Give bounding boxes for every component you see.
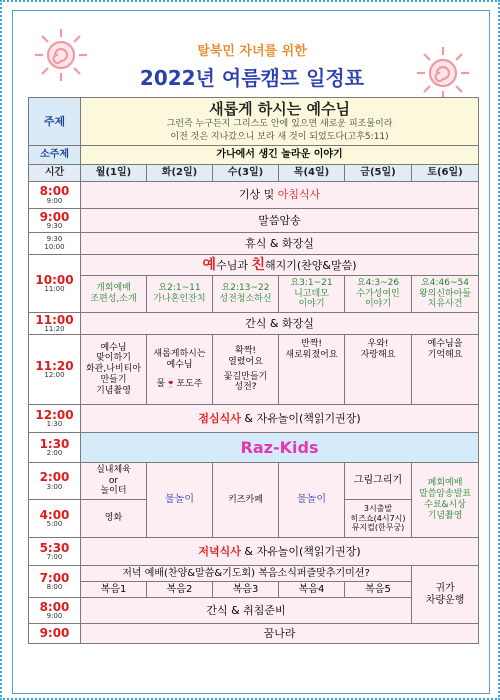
cell-line: 니고데모 <box>294 288 329 299</box>
time-end: 7:00 <box>46 553 63 562</box>
row-dinner <box>29 538 479 566</box>
cell-line: 3시출발 <box>363 504 393 514</box>
go-home-cell <box>412 566 479 624</box>
activity-mon <box>81 335 147 405</box>
friends-text-d: 해지기(찬양&말씀) <box>264 258 357 272</box>
cell-line: 차량운행 <box>425 594 465 606</box>
devotion-cell: 말씀암송 <box>81 209 479 233</box>
cell-line: 놀이터 <box>100 486 127 497</box>
pm-mon-top <box>81 463 147 500</box>
time-end: 11:20 <box>44 325 65 334</box>
row-break1 <box>29 233 479 255</box>
time-start: 10:00 <box>35 272 74 287</box>
time-end: 2:00 <box>46 449 63 458</box>
gospel-thu: 복음4 <box>279 582 345 598</box>
lunch-text: 점심식사 <box>198 411 241 425</box>
dinner-text: 저녁식사 <box>198 544 241 558</box>
cell-line: 요2:13~22 <box>221 283 270 294</box>
time-cell <box>29 255 81 313</box>
cell-line: or <box>108 475 119 486</box>
cell-line: 예수님을 <box>427 339 463 349</box>
activity-thu <box>279 335 345 405</box>
friends-mon <box>81 276 147 313</box>
time-end: 3:00 <box>46 482 63 491</box>
activity-wed <box>213 335 279 405</box>
row-friends-title <box>29 255 479 276</box>
schedule-table <box>28 97 479 644</box>
cell-line: 예수님 <box>166 360 193 371</box>
day-header-fri: 금(5일) <box>345 165 412 182</box>
pm-sat <box>412 463 479 538</box>
cell-line: 기억해요 <box>427 349 463 360</box>
row-evening <box>29 566 479 582</box>
time-start: 9:30 <box>46 235 63 244</box>
time-start: 11:00 <box>35 312 74 327</box>
theme-title: 새롭게 하시는 예수님 <box>209 100 350 119</box>
pm-fri-bottom <box>345 500 412 538</box>
activity-sat <box>412 335 479 405</box>
time-cell <box>29 209 81 233</box>
time-end: 9:00 <box>46 612 63 621</box>
time-end: 10:00 <box>44 242 65 251</box>
time-cell <box>29 463 81 500</box>
row-friends-days <box>29 276 479 313</box>
lunch-cell <box>81 405 479 433</box>
breakfast-text: 아침식사 <box>277 188 321 202</box>
row-snack <box>29 313 479 335</box>
time-cell <box>29 335 81 405</box>
time-start: 9:00 <box>39 626 70 641</box>
row-gospel <box>29 582 479 598</box>
cell-line: 치유사건 <box>427 299 463 310</box>
day-header-sat: 토(6일) <box>412 165 479 182</box>
cell-line: 꽃길만들기 <box>223 371 268 382</box>
row-pm-a <box>29 463 479 500</box>
subtheme-row <box>29 146 479 165</box>
theme-cell <box>81 98 479 146</box>
cell-line: 개회예배 <box>96 283 131 294</box>
cell-line: 자랑해요 <box>360 349 396 360</box>
dinner-cell <box>81 538 479 566</box>
cell-line: 맞이하기 <box>96 353 131 364</box>
wake-cell <box>81 182 479 209</box>
header-row <box>29 165 479 182</box>
friends-text-c: 친 <box>251 256 265 273</box>
day-header-tue: 화(2일) <box>147 165 213 182</box>
time-end: 9:00 <box>46 196 63 205</box>
time-cell <box>29 313 81 335</box>
evening-cell: 저녁 예배(찬양&말씀&기도회) 복음소식퍼즐맞추기미션? <box>81 566 412 582</box>
time-cell <box>29 233 81 255</box>
cell-line: 요4:46~54 <box>421 277 469 288</box>
row-lunch <box>29 405 479 433</box>
theme-verse-line1: 그런즉 누구든지 그리스도 안에 있으면 새로운 피조물이라 <box>166 119 393 130</box>
time-start: 11:20 <box>35 358 74 373</box>
day-header-mon: 월(1일) <box>81 165 147 182</box>
time-cell <box>29 598 81 624</box>
row-wake <box>29 182 479 209</box>
cell-line: 조편성,소개 <box>90 294 137 304</box>
time-cell <box>29 538 81 566</box>
time-start: 12:00 <box>35 407 74 422</box>
cell-line: 수료&시상 <box>424 500 466 510</box>
friends-wed <box>213 276 279 313</box>
page-subtitle: 탈북민 자녀를 위한 <box>197 44 307 59</box>
cell-line: 폐회예배 <box>427 478 463 489</box>
time-end: 8:00 <box>46 583 63 592</box>
time-cell <box>29 433 81 463</box>
sleep-cell: 꿈나라 <box>81 624 479 644</box>
cell-line: 열렸어요 <box>228 356 263 367</box>
row-devotion <box>29 209 479 233</box>
time-cell <box>29 624 81 644</box>
cell-line: 성전청소하신 <box>219 294 272 304</box>
page-title: 2022년 여름캠프 일정표 <box>139 66 365 90</box>
time-end: 9:30 <box>46 222 63 231</box>
cell-line: 새롭게하시는 <box>153 349 206 360</box>
pm-wed: 키즈카페 <box>213 463 279 538</box>
cell-line: 예수님 <box>100 342 127 353</box>
cell-line: 실내체육 <box>96 464 131 475</box>
cell-line: 만들기 <box>100 374 127 385</box>
wake-text: 기상 및 <box>238 188 278 202</box>
row-activity <box>29 335 479 405</box>
row-sleep <box>29 624 479 644</box>
friends-tue <box>147 276 213 313</box>
row-snack-pm <box>29 598 479 624</box>
friends-title-cell <box>81 255 479 276</box>
time-start: 8:00 <box>39 184 70 199</box>
time-end: 11:00 <box>44 285 65 294</box>
gospel-mon: 복음1 <box>81 582 147 598</box>
cell-line: 화관,나비티아 <box>85 364 142 375</box>
friends-text-b: 수님과 <box>216 258 252 272</box>
friends-thu <box>279 276 345 313</box>
cell-line: 기념촬영 <box>427 510 463 521</box>
cell-line: 가나혼인잔치 <box>153 294 206 304</box>
friends-fri <box>345 276 412 313</box>
pm-thu: 물놀이 <box>279 463 345 538</box>
gospel-tue: 복음2 <box>147 582 213 598</box>
theme-label: 주제 <box>29 98 81 146</box>
gospel-wed: 복음3 <box>213 582 279 598</box>
time-end: 1:30 <box>46 420 63 429</box>
cell-line: 이야기 <box>298 299 325 310</box>
cell-line: 이야기 <box>364 299 392 310</box>
subtheme-label: 소주제 <box>29 146 81 165</box>
free-play-text: & 자유놀이(책읽기권장) <box>240 544 361 558</box>
time-start: 1:30 <box>39 436 70 451</box>
gospel-fri: 복음5 <box>345 582 412 598</box>
time-start: 7:00 <box>39 570 70 585</box>
snack-pm-cell: 간식 & 취침준비 <box>81 598 412 624</box>
time-start: 9:00 <box>39 209 70 224</box>
cell-line: 왕의신하아들 <box>418 288 472 299</box>
time-start: 4:00 <box>39 507 70 522</box>
time-cell <box>29 566 81 598</box>
time-cell <box>29 500 81 538</box>
day-header-wed: 수(3일) <box>213 165 279 182</box>
cell-line: 물🍷포도주 <box>156 378 203 389</box>
time-end: 12:00 <box>44 371 65 380</box>
cell-line: 성전? <box>234 382 257 393</box>
time-start: 5:30 <box>39 540 70 555</box>
pm-fri-top: 그림그리기 <box>345 463 412 500</box>
free-play-text: & 자유놀이(책읽기권장) <box>240 411 361 425</box>
cell-line: 확짝! <box>235 345 256 356</box>
break-cell: 휴식 & 화장실 <box>81 233 479 255</box>
time-start: 2:00 <box>39 470 70 485</box>
cell-line: 히즈쇼(4시7시) <box>350 513 406 523</box>
theme-verse-line2: 이전 것은 지나갔으니 보라 새 것이 되었도다(고후5:11) <box>170 131 389 142</box>
cell-line: 요2:1~11 <box>158 283 201 294</box>
pm-mon-bottom: 영화 <box>81 500 147 538</box>
cell-line: 반짝! <box>301 339 322 349</box>
activity-tue <box>147 335 213 405</box>
cell-line: 말씀암송발표 <box>418 489 472 500</box>
time-header: 시간 <box>29 165 81 182</box>
day-header-thu: 목(4일) <box>279 165 345 182</box>
time-cell <box>29 182 81 209</box>
pm-tue: 물놀이 <box>147 463 213 538</box>
subtheme-text: 가나에서 생긴 놀라운 이야기 <box>81 146 479 165</box>
friends-text-a: 예 <box>202 256 217 273</box>
cell-line: 요3:1~21 <box>290 277 333 288</box>
cell-line: 우와! <box>367 339 389 349</box>
cell-line: 뮤지컬(한무궁) <box>351 523 405 533</box>
cell-line: 요4:3~26 <box>356 277 400 288</box>
cell-line: 기념촬영 <box>96 385 131 396</box>
friends-sat <box>412 276 479 313</box>
snack-cell: 간식 & 화장실 <box>81 313 479 335</box>
cell-line: 새로워졌어요 <box>285 349 338 360</box>
row-razkids <box>29 433 479 463</box>
theme-row <box>29 98 479 146</box>
activity-fri <box>345 335 412 405</box>
cell-line: 수가성여인 <box>356 288 400 299</box>
time-start: 8:00 <box>39 599 70 614</box>
razkids-cell: Raz-Kids <box>81 433 479 463</box>
time-cell <box>29 405 81 433</box>
cell-line: 귀가 <box>435 582 455 594</box>
time-end: 5:00 <box>46 520 63 529</box>
